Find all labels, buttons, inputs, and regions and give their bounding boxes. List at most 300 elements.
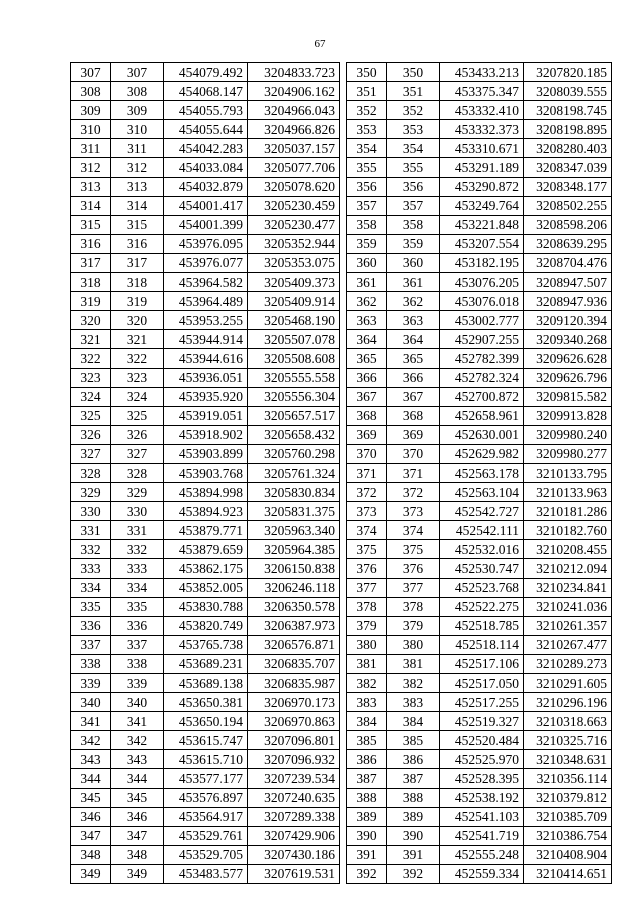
x-coordinate-cell: 452525.970: [440, 750, 524, 769]
table-row: [347, 540, 612, 559]
point-id-cell: 384: [387, 712, 440, 731]
x-coordinate-cell: 452782.399: [440, 349, 524, 368]
point-id-cell: 326: [111, 425, 164, 444]
table-row: [71, 120, 340, 139]
point-number-cell: 369: [347, 425, 387, 444]
table-row: [347, 750, 612, 769]
table-row: [347, 387, 612, 406]
x-coordinate-cell: 452517.106: [440, 654, 524, 673]
table-row: [71, 406, 340, 425]
x-coordinate-cell: 452522.275: [440, 597, 524, 616]
table-row: [71, 674, 340, 693]
point-id-cell: 334: [111, 578, 164, 597]
x-coordinate-cell: 452782.324: [440, 368, 524, 387]
point-number-cell: 392: [347, 864, 387, 883]
y-coordinate-cell: 3210182.760: [524, 521, 612, 540]
point-id-cell: 335: [111, 597, 164, 616]
y-coordinate-cell: 3207239.534: [248, 769, 340, 788]
y-coordinate-cell: 3205556.304: [248, 387, 340, 406]
table-row: [347, 234, 612, 253]
x-coordinate-cell: 453964.489: [164, 292, 248, 311]
table-row: [71, 177, 340, 196]
x-coordinate-cell: 452559.334: [440, 864, 524, 883]
point-number-cell: 337: [71, 635, 111, 654]
point-id-cell: 379: [387, 616, 440, 635]
table-row: [347, 273, 612, 292]
point-number-cell: 367: [347, 387, 387, 406]
point-id-cell: 372: [387, 483, 440, 502]
point-number-cell: 361: [347, 273, 387, 292]
y-coordinate-cell: 3210234.841: [524, 578, 612, 597]
table-row: [347, 788, 612, 807]
point-number-cell: 344: [71, 769, 111, 788]
point-number-cell: 330: [71, 502, 111, 521]
x-coordinate-cell: 453182.195: [440, 253, 524, 272]
point-number-cell: 311: [71, 139, 111, 158]
y-coordinate-cell: 3208348.177: [524, 177, 612, 196]
point-number-cell: 366: [347, 368, 387, 387]
table-row: [71, 273, 340, 292]
point-id-cell: 329: [111, 483, 164, 502]
point-number-cell: 358: [347, 215, 387, 234]
x-coordinate-cell: 452520.484: [440, 731, 524, 750]
point-id-cell: 361: [387, 273, 440, 292]
point-id-cell: 324: [111, 387, 164, 406]
point-id-cell: 341: [111, 712, 164, 731]
point-id-cell: 389: [387, 807, 440, 826]
y-coordinate-cell: 3205964.385: [248, 540, 340, 559]
y-coordinate-cell: 3204833.723: [248, 63, 340, 82]
y-coordinate-cell: 3210212.094: [524, 559, 612, 578]
x-coordinate-cell: 453529.761: [164, 826, 248, 845]
x-coordinate-cell: 453290.872: [440, 177, 524, 196]
y-coordinate-cell: 3207240.635: [248, 788, 340, 807]
table-row: [347, 826, 612, 845]
point-id-cell: 349: [111, 864, 164, 883]
table-row: [347, 311, 612, 330]
y-coordinate-cell: 3205830.834: [248, 483, 340, 502]
x-coordinate-cell: 454001.417: [164, 196, 248, 215]
table-row: [71, 425, 340, 444]
x-coordinate-cell: 454055.793: [164, 101, 248, 120]
point-id-cell: 311: [111, 139, 164, 158]
point-number-cell: 326: [71, 425, 111, 444]
x-coordinate-cell: 452518.785: [440, 616, 524, 635]
y-coordinate-cell: 3206576.871: [248, 635, 340, 654]
x-coordinate-cell: 453964.582: [164, 273, 248, 292]
point-id-cell: 325: [111, 406, 164, 425]
point-id-cell: 353: [387, 120, 440, 139]
y-coordinate-cell: 3206835.707: [248, 654, 340, 673]
y-coordinate-cell: 3205409.914: [248, 292, 340, 311]
point-number-cell: 331: [71, 521, 111, 540]
y-coordinate-cell: 3208947.936: [524, 292, 612, 311]
table-row: [347, 444, 612, 463]
x-coordinate-cell: 453076.018: [440, 292, 524, 311]
x-coordinate-cell: 453433.213: [440, 63, 524, 82]
point-id-cell: 323: [111, 368, 164, 387]
point-number-cell: 312: [71, 158, 111, 177]
y-coordinate-cell: 3210267.477: [524, 635, 612, 654]
y-coordinate-cell: 3210318.663: [524, 712, 612, 731]
table-row: [71, 750, 340, 769]
point-id-cell: 344: [111, 769, 164, 788]
point-number-cell: 373: [347, 502, 387, 521]
point-id-cell: 322: [111, 349, 164, 368]
y-coordinate-cell: 3205761.324: [248, 463, 340, 482]
y-coordinate-cell: 3205831.375: [248, 502, 340, 521]
point-id-cell: 392: [387, 864, 440, 883]
y-coordinate-cell: 3205555.558: [248, 368, 340, 387]
y-coordinate-cell: 3205468.190: [248, 311, 340, 330]
x-coordinate-cell: 452530.747: [440, 559, 524, 578]
x-coordinate-cell: 454001.399: [164, 215, 248, 234]
page-number: 67: [314, 38, 326, 50]
table-row: [71, 826, 340, 845]
y-coordinate-cell: 3210414.651: [524, 864, 612, 883]
y-coordinate-cell: 3205352.944: [248, 234, 340, 253]
y-coordinate-cell: 3210348.631: [524, 750, 612, 769]
table-row: [347, 483, 612, 502]
table-row: [347, 330, 612, 349]
table-row: [347, 731, 612, 750]
table-row: [347, 635, 612, 654]
table-row: [347, 769, 612, 788]
y-coordinate-cell: 3208639.295: [524, 234, 612, 253]
point-number-cell: 355: [347, 158, 387, 177]
y-coordinate-cell: 3210133.795: [524, 463, 612, 482]
x-coordinate-cell: 454068.147: [164, 82, 248, 101]
y-coordinate-cell: 3208347.039: [524, 158, 612, 177]
point-number-cell: 364: [347, 330, 387, 349]
table-row: [71, 196, 340, 215]
table-row: [71, 712, 340, 731]
x-coordinate-cell: 453894.998: [164, 483, 248, 502]
point-number-cell: 372: [347, 483, 387, 502]
point-id-cell: 308: [111, 82, 164, 101]
x-coordinate-cell: 453935.920: [164, 387, 248, 406]
x-coordinate-cell: 453879.771: [164, 521, 248, 540]
y-coordinate-cell: 3205657.517: [248, 406, 340, 425]
table-row: [71, 349, 340, 368]
point-id-cell: 340: [111, 693, 164, 712]
point-id-cell: 312: [111, 158, 164, 177]
table-row: [347, 463, 612, 482]
x-coordinate-cell: 453879.659: [164, 540, 248, 559]
y-coordinate-cell: 3205078.620: [248, 177, 340, 196]
y-coordinate-cell: 3210241.036: [524, 597, 612, 616]
y-coordinate-cell: 3210181.286: [524, 502, 612, 521]
point-id-cell: 355: [387, 158, 440, 177]
point-number-cell: 390: [347, 826, 387, 845]
x-coordinate-cell: 453976.095: [164, 234, 248, 253]
y-coordinate-cell: 3207429.906: [248, 826, 340, 845]
point-id-cell: 348: [111, 845, 164, 864]
x-coordinate-cell: 452517.255: [440, 693, 524, 712]
point-id-cell: 310: [111, 120, 164, 139]
point-number-cell: 357: [347, 196, 387, 215]
point-number-cell: 385: [347, 731, 387, 750]
y-coordinate-cell: 3207430.186: [248, 845, 340, 864]
point-number-cell: 347: [71, 826, 111, 845]
y-coordinate-cell: 3204966.826: [248, 120, 340, 139]
x-coordinate-cell: 453852.005: [164, 578, 248, 597]
x-coordinate-cell: 452563.104: [440, 483, 524, 502]
point-id-cell: 356: [387, 177, 440, 196]
point-number-cell: 387: [347, 769, 387, 788]
point-number-cell: 348: [71, 845, 111, 864]
table-row: [347, 845, 612, 864]
table-row: [71, 311, 340, 330]
point-id-cell: 383: [387, 693, 440, 712]
point-id-cell: 378: [387, 597, 440, 616]
table-row: [347, 120, 612, 139]
point-id-cell: 314: [111, 196, 164, 215]
x-coordinate-cell: 453291.189: [440, 158, 524, 177]
point-number-cell: 319: [71, 292, 111, 311]
y-coordinate-cell: 3205077.706: [248, 158, 340, 177]
table-row: [347, 425, 612, 444]
table-row: [347, 253, 612, 272]
point-id-cell: 362: [387, 292, 440, 311]
point-id-cell: 357: [387, 196, 440, 215]
x-coordinate-cell: 452517.050: [440, 674, 524, 693]
y-coordinate-cell: 3210408.904: [524, 845, 612, 864]
y-coordinate-cell: 3205658.432: [248, 425, 340, 444]
table-row: [71, 521, 340, 540]
y-coordinate-cell: 3208198.745: [524, 101, 612, 120]
point-id-cell: 307: [111, 63, 164, 82]
y-coordinate-cell: 3209626.628: [524, 349, 612, 368]
table-row: [347, 674, 612, 693]
point-id-cell: 359: [387, 234, 440, 253]
table-row: [347, 215, 612, 234]
point-number-cell: 332: [71, 540, 111, 559]
point-id-cell: 381: [387, 654, 440, 673]
point-id-cell: 351: [387, 82, 440, 101]
point-id-cell: 358: [387, 215, 440, 234]
table-row: [71, 158, 340, 177]
point-id-cell: 388: [387, 788, 440, 807]
y-coordinate-cell: 3208502.255: [524, 196, 612, 215]
point-number-cell: 359: [347, 234, 387, 253]
table-row: [71, 807, 340, 826]
table-row: [347, 521, 612, 540]
y-coordinate-cell: 3205508.608: [248, 349, 340, 368]
y-coordinate-cell: 3206835.987: [248, 674, 340, 693]
x-coordinate-cell: 452555.248: [440, 845, 524, 864]
point-number-cell: 325: [71, 406, 111, 425]
table-row: [347, 349, 612, 368]
y-coordinate-cell: 3210385.709: [524, 807, 612, 826]
x-coordinate-cell: 452563.178: [440, 463, 524, 482]
point-number-cell: 360: [347, 253, 387, 272]
point-id-cell: 365: [387, 349, 440, 368]
point-id-cell: 367: [387, 387, 440, 406]
x-coordinate-cell: 453919.051: [164, 406, 248, 425]
x-coordinate-cell: 453207.554: [440, 234, 524, 253]
y-coordinate-cell: 3208039.555: [524, 82, 612, 101]
x-coordinate-cell: 452542.111: [440, 521, 524, 540]
table-row: [347, 82, 612, 101]
point-id-cell: 333: [111, 559, 164, 578]
y-coordinate-cell: 3209913.828: [524, 406, 612, 425]
point-id-cell: 370: [387, 444, 440, 463]
x-coordinate-cell: 453002.777: [440, 311, 524, 330]
y-coordinate-cell: 3210379.812: [524, 788, 612, 807]
right-table-body: [347, 63, 612, 884]
x-coordinate-cell: 452523.768: [440, 578, 524, 597]
table-row: [71, 845, 340, 864]
x-coordinate-cell: 452538.192: [440, 788, 524, 807]
point-id-cell: 360: [387, 253, 440, 272]
x-coordinate-cell: 452541.719: [440, 826, 524, 845]
point-id-cell: 377: [387, 578, 440, 597]
right-coordinates-table: [346, 62, 612, 884]
x-coordinate-cell: 452532.016: [440, 540, 524, 559]
x-coordinate-cell: 453076.205: [440, 273, 524, 292]
table-row: [347, 693, 612, 712]
y-coordinate-cell: 3208947.507: [524, 273, 612, 292]
x-coordinate-cell: 453765.738: [164, 635, 248, 654]
y-coordinate-cell: 3209340.268: [524, 330, 612, 349]
table-row: [347, 807, 612, 826]
table-row: [71, 292, 340, 311]
point-id-cell: 350: [387, 63, 440, 82]
table-row: [71, 693, 340, 712]
point-id-cell: 386: [387, 750, 440, 769]
x-coordinate-cell: 453375.347: [440, 82, 524, 101]
table-row: [347, 101, 612, 120]
point-number-cell: 308: [71, 82, 111, 101]
table-row: [71, 101, 340, 120]
table-row: [347, 139, 612, 158]
point-number-cell: 354: [347, 139, 387, 158]
y-coordinate-cell: 3210296.196: [524, 693, 612, 712]
point-number-cell: 339: [71, 674, 111, 693]
x-coordinate-cell: 453310.671: [440, 139, 524, 158]
y-coordinate-cell: 3210386.754: [524, 826, 612, 845]
y-coordinate-cell: 3210208.455: [524, 540, 612, 559]
table-row: [347, 654, 612, 673]
point-id-cell: 368: [387, 406, 440, 425]
table-row: [347, 559, 612, 578]
point-number-cell: 365: [347, 349, 387, 368]
x-coordinate-cell: 453576.897: [164, 788, 248, 807]
point-number-cell: 356: [347, 177, 387, 196]
table-row: [347, 368, 612, 387]
point-id-cell: 385: [387, 731, 440, 750]
point-number-cell: 336: [71, 616, 111, 635]
point-number-cell: 343: [71, 750, 111, 769]
point-number-cell: 383: [347, 693, 387, 712]
table-row: [71, 215, 340, 234]
table-row: [347, 597, 612, 616]
point-id-cell: 387: [387, 769, 440, 788]
table-row: [71, 597, 340, 616]
y-coordinate-cell: 3206970.173: [248, 693, 340, 712]
point-number-cell: 328: [71, 463, 111, 482]
y-coordinate-cell: 3209980.240: [524, 425, 612, 444]
point-id-cell: 332: [111, 540, 164, 559]
point-id-cell: 313: [111, 177, 164, 196]
point-id-cell: 320: [111, 311, 164, 330]
x-coordinate-cell: 453564.917: [164, 807, 248, 826]
point-id-cell: 318: [111, 273, 164, 292]
point-number-cell: 333: [71, 559, 111, 578]
x-coordinate-cell: 453894.923: [164, 502, 248, 521]
point-id-cell: 342: [111, 731, 164, 750]
point-number-cell: 380: [347, 635, 387, 654]
y-coordinate-cell: 3207096.932: [248, 750, 340, 769]
table-row: [347, 578, 612, 597]
point-number-cell: 353: [347, 120, 387, 139]
y-coordinate-cell: 3204966.043: [248, 101, 340, 120]
x-coordinate-cell: 453689.138: [164, 674, 248, 693]
point-id-cell: 328: [111, 463, 164, 482]
table-row: [71, 769, 340, 788]
x-coordinate-cell: 454032.879: [164, 177, 248, 196]
x-coordinate-cell: 453689.231: [164, 654, 248, 673]
y-coordinate-cell: 3209120.394: [524, 311, 612, 330]
left-coordinates-table: [70, 62, 340, 884]
point-number-cell: 370: [347, 444, 387, 463]
table-row: [71, 368, 340, 387]
point-id-cell: 373: [387, 502, 440, 521]
y-coordinate-cell: 3209980.277: [524, 444, 612, 463]
point-number-cell: 318: [71, 273, 111, 292]
point-number-cell: 322: [71, 349, 111, 368]
point-number-cell: 307: [71, 63, 111, 82]
y-coordinate-cell: 3210325.716: [524, 731, 612, 750]
x-coordinate-cell: 453577.177: [164, 769, 248, 788]
y-coordinate-cell: 3207289.338: [248, 807, 340, 826]
point-number-cell: 345: [71, 788, 111, 807]
point-number-cell: 309: [71, 101, 111, 120]
point-number-cell: 335: [71, 597, 111, 616]
point-id-cell: 343: [111, 750, 164, 769]
y-coordinate-cell: 3210261.357: [524, 616, 612, 635]
x-coordinate-cell: 453650.194: [164, 712, 248, 731]
point-number-cell: 334: [71, 578, 111, 597]
y-coordinate-cell: 3206246.118: [248, 578, 340, 597]
x-coordinate-cell: 453483.577: [164, 864, 248, 883]
table-row: [71, 330, 340, 349]
point-number-cell: 388: [347, 788, 387, 807]
x-coordinate-cell: 453903.768: [164, 463, 248, 482]
point-id-cell: 336: [111, 616, 164, 635]
y-coordinate-cell: 3207820.185: [524, 63, 612, 82]
point-number-cell: 349: [71, 864, 111, 883]
point-number-cell: 382: [347, 674, 387, 693]
table-row: [71, 234, 340, 253]
x-coordinate-cell: 452907.255: [440, 330, 524, 349]
point-id-cell: 364: [387, 330, 440, 349]
x-coordinate-cell: 453221.848: [440, 215, 524, 234]
point-number-cell: 381: [347, 654, 387, 673]
point-number-cell: 368: [347, 406, 387, 425]
point-number-cell: 391: [347, 845, 387, 864]
y-coordinate-cell: 3205230.459: [248, 196, 340, 215]
point-id-cell: 352: [387, 101, 440, 120]
x-coordinate-cell: 453820.749: [164, 616, 248, 635]
x-coordinate-cell: 453918.902: [164, 425, 248, 444]
x-coordinate-cell: 453953.255: [164, 311, 248, 330]
point-id-cell: 309: [111, 101, 164, 120]
table-row: [71, 63, 340, 82]
table-row: [71, 253, 340, 272]
point-id-cell: 363: [387, 311, 440, 330]
